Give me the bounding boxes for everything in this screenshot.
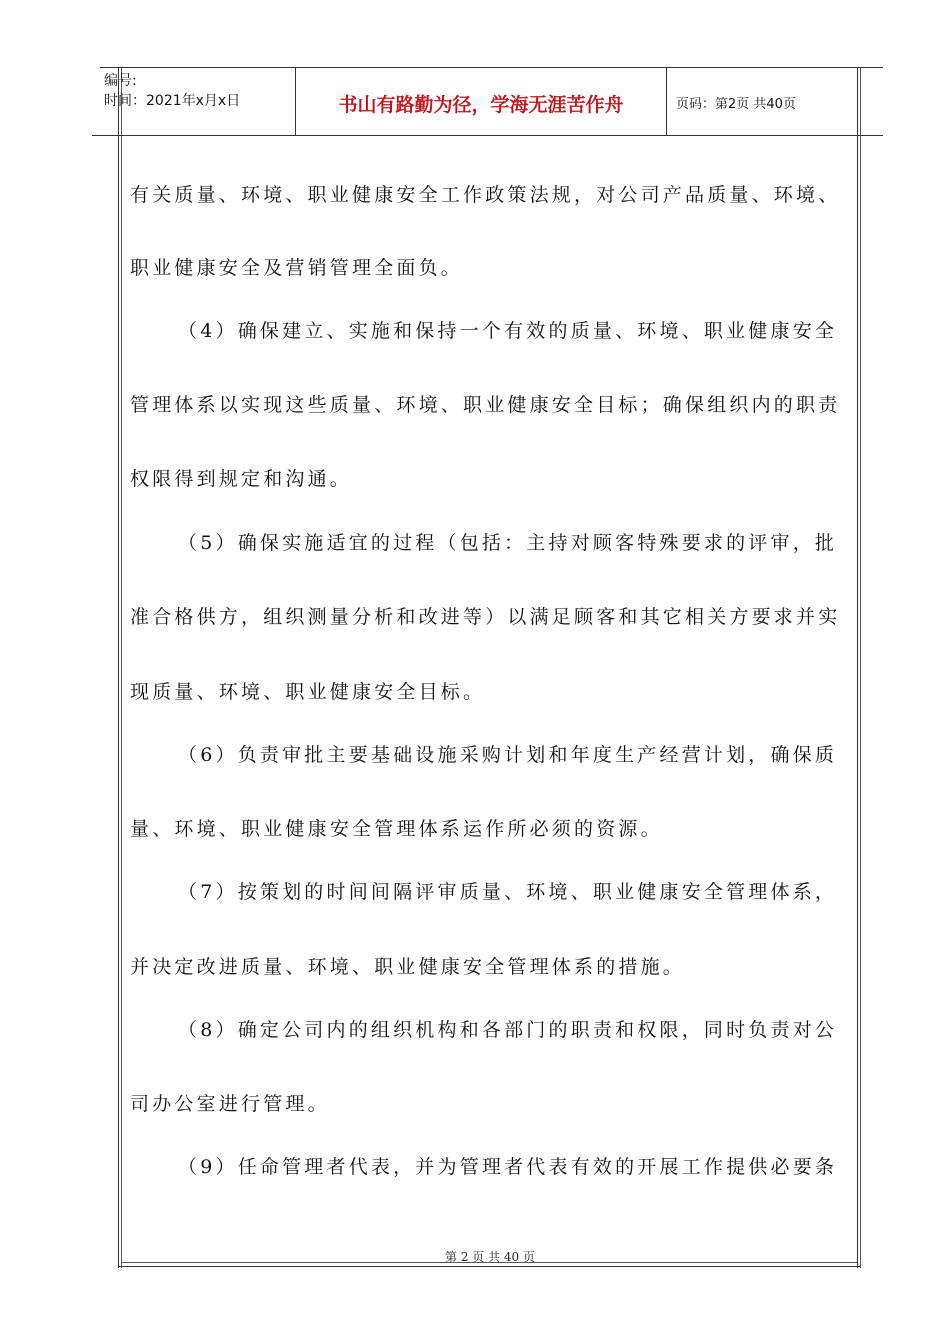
body-line: 并决定改进质量、环境、职业健康安全管理体系的措施。	[130, 956, 686, 978]
header-divider-right	[666, 68, 667, 135]
page-frame-bottom	[118, 1266, 860, 1267]
body-line: 司办公室进行管理。	[130, 1093, 330, 1115]
header-document-number: 编号:	[104, 73, 137, 89]
body-line: 量、环境、职业健康安全管理体系运作所必须的资源。	[130, 818, 663, 840]
body-line: 职业健康安全及营销管理全面负。	[130, 257, 464, 279]
page-footer: 第 2 页 共 40 页	[445, 1250, 535, 1264]
page-frame-left	[118, 68, 119, 1268]
body-line: （5）确保实施适宜的过程（包括：主持对顾客特殊要求的评审，批	[178, 532, 838, 554]
header-top-rule	[100, 67, 883, 68]
body-line: （9）任命管理者代表，并为管理者代表有效的开展工作提供必要条	[178, 1156, 838, 1178]
body-line: 准合格供方，组织测量分析和改进等）以满足顾客和其它相关方要求并实	[130, 606, 841, 628]
header-motto: 书山有路勤为径，学海无涯苦作舟	[338, 94, 624, 116]
page-frame-right	[857, 68, 858, 1268]
page-frame-left-inner	[121, 68, 122, 1268]
body-line: 权限得到规定和沟通。	[130, 468, 353, 490]
body-line: 管理体系以实现这些质量、环境、职业健康安全目标；确保组织内的职责	[130, 394, 841, 416]
body-line: 有关质量、环境、职业健康安全工作政策法规，对公司产品质量、环境、	[130, 184, 841, 206]
body-line: 现质量、环境、职业健康安全目标。	[130, 681, 486, 703]
body-line: （4）确保建立、实施和保持一个有效的质量、环境、职业健康安全	[178, 320, 838, 342]
body-line: （8）确定公司内的组织机构和各部门的职责和权限，同时负责对公	[178, 1019, 838, 1041]
body-line: （6）负责审批主要基础设施采购计划和年度生产经营计划，确保质	[178, 744, 838, 766]
body-line: （7）按策划的时间间隔评审质量、环境、职业健康安全管理体系，	[178, 881, 838, 903]
page-frame-right-inner	[860, 68, 861, 1268]
header-page-info: 页码：第2页 共40页	[676, 97, 796, 112]
header-date: 时间：2021年x月x日	[104, 93, 241, 109]
header-bottom-rule	[92, 135, 883, 136]
